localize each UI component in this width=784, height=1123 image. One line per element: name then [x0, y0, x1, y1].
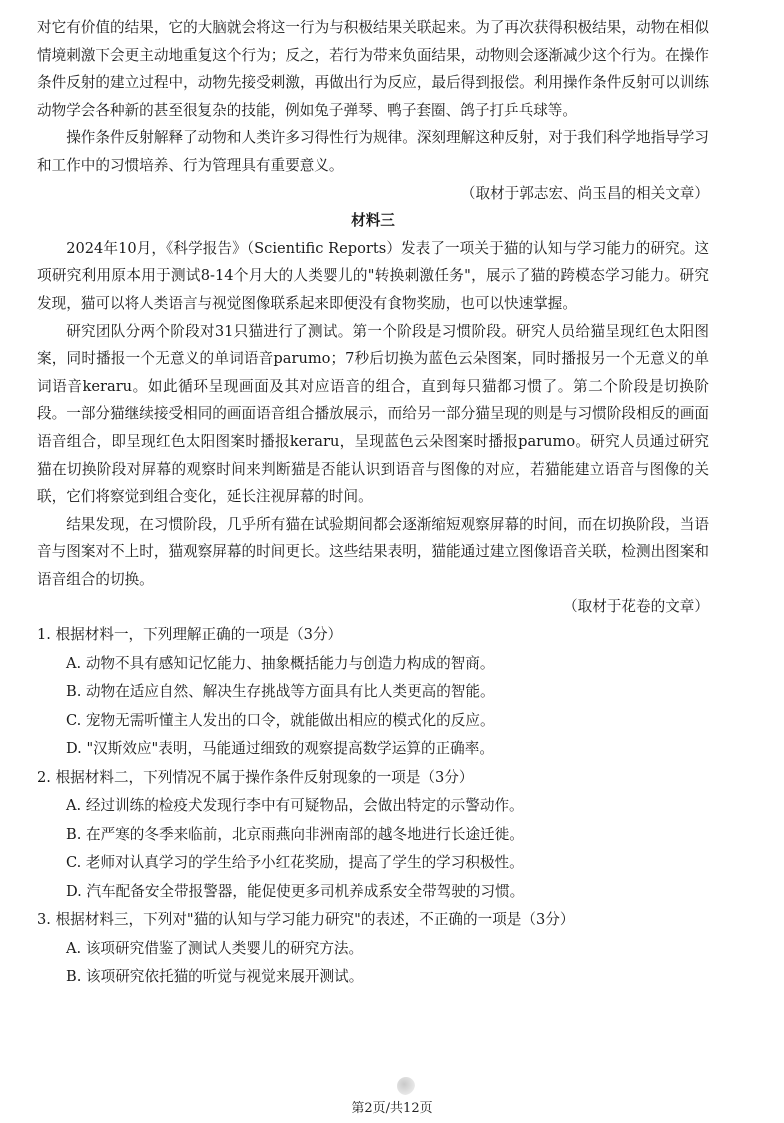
exam-page — [37, 14, 709, 992]
paragraph-top-2: 操作条件反射解释了动物和人类许多习得性行为规律。深刻理解这种反射，对于我们科学地指导学习和工作中的习惯培养、行为管理具有重要意义。 — [37, 129, 709, 174]
question-2-option-c: C. 老师对认真学习的学生给予小红花奖励，提高了学生的学习积极性。 — [66, 854, 524, 872]
question-3-option-b: B. 该项研究依托猫的听觉与视觉来展开测试。 — [66, 968, 364, 986]
material3-paragraph-3: 结果发现，在习惯阶段，几乎所有猫在试验期间都会逐渐缩短观察屏幕的时间，而在切换阶段，当语音与图案对不上时，猫观察屏幕的时间更长。这些结果表明，猫能通过建立图像语音关联，检测出图案和语音组合的切换。 — [37, 515, 709, 588]
material3-paragraph-1: 2024年10月，《科学报告》（Scientific Reports）发表了一项关于猫的认知与学习能力的研究。这项研究利用原本用于测试8-14个月大的人类婴儿的"转换刺激任务"，展示了猫的跨模态学习能力。研究发现，猫可以将人类语言与视觉图像联系起来即便没有食物奖励，也可以快速掌握。 — [37, 239, 709, 312]
question-1-option-b: B. 动物在适应自然、解决生存挑战等方面具有比人类更高的智能。 — [66, 683, 495, 701]
question-3-option-a: A. 该项研究借鉴了测试人类婴儿的研究方法。 — [66, 939, 364, 957]
question-3 — [37, 906, 709, 992]
question-2-option-a: A. 经过训练的检疫犬发现行李中有可疑物品，会做出特定的示警动作。 — [66, 797, 524, 815]
material3-heading: 材料三 — [351, 212, 395, 230]
question-3-stem: 3. 根据材料三，下列对"猫的认知与学习能力研究"的表述，不正确的一项是（3分） — [37, 911, 575, 929]
material3-paragraph-2: 研究团队分两个阶段对31只猫进行了测试。第一个阶段是习惯阶段。研究人员给猫呈现红色太阳图案，同时播报一个无意义的单词语音parumo；7秒后切换为蓝色云朵图案，同时播报另一个无意义的单词语音keraru。如此循环呈现画面及其对应语音的组合，直到每只猫都习惯了。第二个阶段是切换阶段。一部分猫继续接受相同的画面语音组合播放展示，而给另一部分猫呈现的则是与习惯阶段相反的画面语音组合，即呈现红色太阳图案时播报keraru，呈现蓝色云朵图案时播报parumo。研究人员通过研究猫在切换阶段对屏幕的观察时间来判断猫是否能认识到语音与图像的对应，若猫能建立语音与图像的关联，它们将察觉到组合变化，延长注视屏幕的时间。 — [37, 322, 709, 506]
question-2 — [37, 764, 709, 907]
question-1-option-d: D. "汉斯效应"表明，马能通过细致的观察提高数学运算的正确率。 — [66, 740, 494, 758]
question-1-stem: 1. 根据材料一，下列理解正确的一项是（3分） — [37, 626, 343, 644]
question-1-option-a: A. 动物不具有感知记忆能力、抽象概括能力与创造力构成的智商。 — [66, 654, 495, 672]
question-2-option-d: D. 汽车配备安全带报警器，能促使更多司机养成系安全带驾驶的习惯。 — [66, 882, 525, 900]
source-citation-1: （取材于郭志宏、尚玉昌的相关文章） — [460, 184, 709, 202]
page-number: 第2页/共12页 — [351, 1101, 433, 1116]
source-citation-2: （取材于花卷的文章） — [563, 598, 709, 616]
watermark-icon — [397, 1077, 415, 1095]
question-1-option-c: C. 宠物无需听懂主人发出的口令，就能做出相应的模式化的反应。 — [66, 711, 495, 729]
question-1 — [37, 621, 709, 764]
question-2-stem: 2. 根据材料二，下列情况不属于操作条件反射现象的一项是（3分） — [37, 768, 474, 786]
question-2-option-b: B. 在严寒的冬季来临前，北京雨燕向非洲南部的越冬地进行长途迁徙。 — [66, 825, 524, 843]
paragraph-top-1: 对它有价值的结果，它的大脑就会将这一行为与积极结果关联起来。为了再次获得积极结果，动物在相似情境刺激下会更主动地重复这个行为；反之，若行为带来负面结果，动物则会逐渐减少这个行为。在操作条件反射的建立过程中，动物先接受刺激，再做出行为反应，最后得到报偿。利用操作条件反射可以训练动物学会各种新的甚至很复杂的技能，例如兔子弹琴、鸭子套圈、鸽子打乒乓球等。 — [37, 19, 709, 119]
